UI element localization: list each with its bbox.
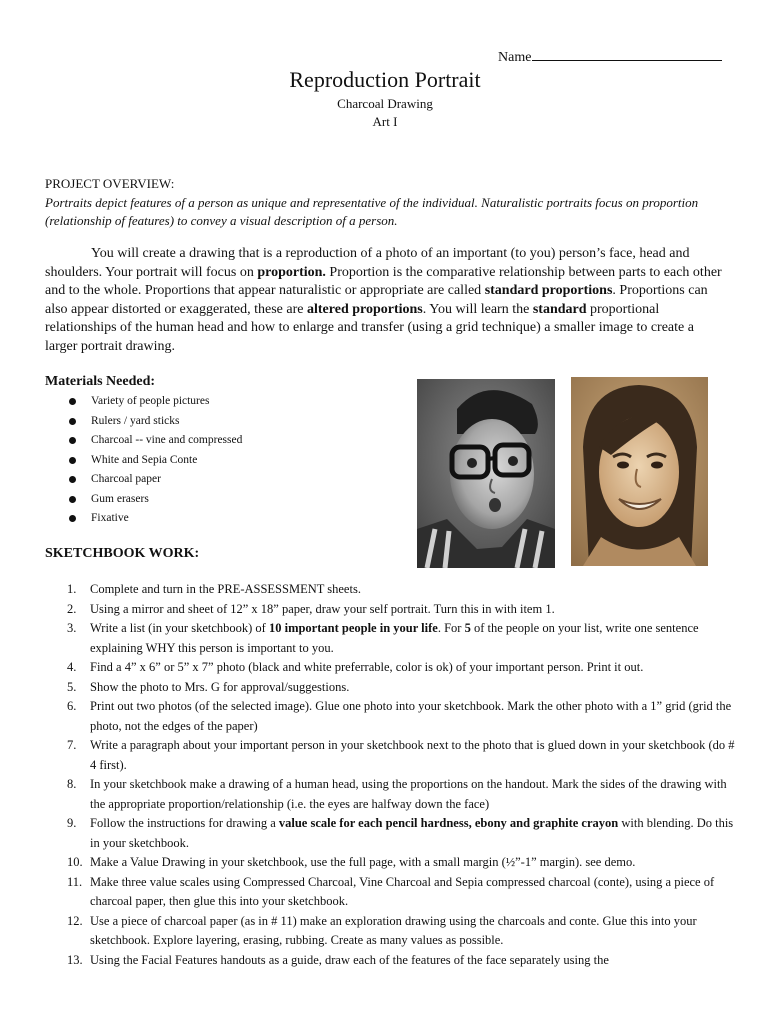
list-item: 8. In your sketchbook make a drawing of a human head, using the proportions on the handout. Mark the sides of the drawing with the appropriate proportion/relationship (i.e. the eyes are halfway down the face) (67, 777, 727, 811)
list-item: 6. Print out two photos (of the selected image). Glue one photo into your sketchbook. Mark the other photo with a 1” grid (grid the photo, not the edges of the paper) (67, 699, 732, 733)
list-item: 1. Complete and turn in the PRE-ASSESSMENT sheets. (67, 582, 361, 596)
list-item: 3. Write a list (in your sketchbook) of 10 important people in your life. For 5 of the people on your list, write one sentence explaining WHY this person is important to you. (67, 621, 699, 655)
list-item: Variety of people pictures (66, 393, 242, 413)
overview-heading: PROJECT OVERVIEW: (45, 176, 175, 191)
intro-paragraph: You will create a drawing that is a reproduction of a photo of an important (to you) person’s face, head and shoulders. Your portrait will focus on proportion. Proportion is the comparative relationship between parts to each other and to the whole. Proportions that appear naturalistic or appropriate are called standard proportions. Proportions can also appear distorted or exaggerated, these are altered proportions. You will learn the standard proportional relationships of the human head and how to enlarge and transfer (using a grid technique) a smaller image to create a larger portrait drawing. (45, 246, 722, 354)
list-item: 4. Find a 4” x 6” or 5” x 7” photo (black and white preferrable, color is ok) of your important person. Print it out. (67, 660, 644, 674)
list-item: Charcoal -- vine and compressed (66, 432, 242, 452)
list-item: Gum erasers (66, 491, 242, 511)
sketchbook-steps-list (45, 580, 735, 970)
sketchbook-heading: SKETCHBOOK WORK: (45, 546, 200, 561)
portrait-photo-man (417, 379, 555, 568)
list-item: Fixative (66, 510, 242, 530)
list-item: 10. Make a Value Drawing in your sketchbook, use the full page, with a small margin (½”-1” margin). see demo. (67, 855, 636, 869)
list-item: Rulers / yard sticks (66, 413, 242, 433)
list-item: White and Sepia Conte (66, 452, 242, 472)
name-blank-line (532, 48, 722, 61)
list-item: 5. Show the photo to Mrs. G for approval/suggestions. (67, 679, 350, 694)
materials-list (66, 393, 242, 530)
name-field[interactable] (498, 48, 722, 66)
list-item: 11. Make three value scales using Compressed Charcoal, Vine Charcoal and Sepia compressed charcoal (conte), using a piece of charcoal paper, then glue this into your sketchbook. (67, 874, 715, 908)
portrait-photo-woman (571, 377, 708, 566)
page-title: Reproduction Portrait (289, 67, 481, 92)
list-item: 7. Write a paragraph about your important person in your sketchbook next to the photo that is glued down in your sketchbook (do # 4 first). (67, 738, 735, 772)
materials-heading: Materials Needed: (45, 374, 156, 389)
name-label: Name (498, 50, 532, 65)
overview-text: Portraits depict features of a person as unique and representative of the individual. Naturalistic portraits focus on proportion (relationship of features) to convey a visual description of a person. (45, 195, 699, 228)
list-item: 9. Follow the instructions for drawing a value scale for each pencil hardness, ebony and graphite crayon with blending. Do this in your sketchbook. (67, 816, 734, 850)
course-label: Art I (372, 114, 398, 129)
list-item: Charcoal paper (66, 471, 242, 491)
list-item: 12. Use a piece of charcoal paper (as in # 11) make an exploration drawing using the charcoals and conte. Glue this into your sketchbook. Explore layering, erasing, rubbing. Create as many values as possible. (67, 913, 697, 947)
page-subtitle: Charcoal Drawing (337, 96, 433, 111)
list-item: 13. Using the Facial Features handouts as a guide, draw each of the features of the face separately using the (67, 952, 609, 967)
list-item: 2. Using a mirror and sheet of 12” x 18” paper, draw your self portrait. Turn this in with item 1. (67, 601, 555, 616)
